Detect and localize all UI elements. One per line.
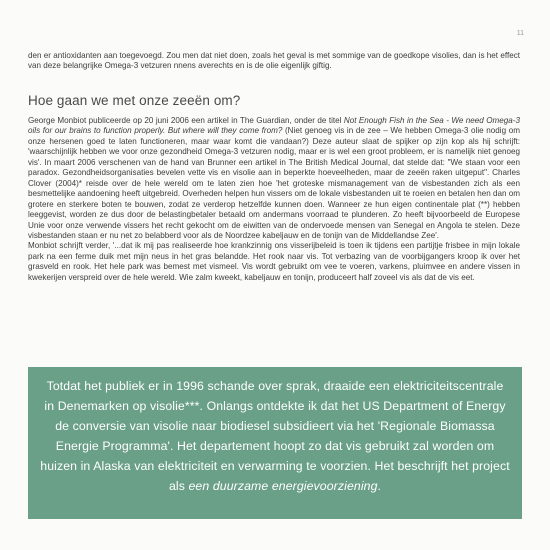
article-body bbox=[28, 116, 520, 283]
callout-text bbox=[40, 376, 510, 496]
article-title: Not Enough Fish in the Sea - We need Omega-3 oils for our brains to function properly. But where will they come from? bbox=[28, 116, 520, 136]
section-heading: Hoe gaan we met onze zeeën om? bbox=[28, 93, 241, 108]
callout-emphasis: een duurzame energievoorziening bbox=[188, 479, 378, 493]
callout-box bbox=[28, 367, 522, 519]
body-paragraph-2: Monbiot schrijft verder, '...dat ik mij pas realiseerde hoe krankzinnig ons visserijbeleid is toen ik tijdens een partijtje frisbee in mijn lokale park na een ferme duik met mijn neus in het gras belandde. Het rook naar vis. Tot verbazing van de voorbijgangers kroop ik over het grasveld en rook. Het hele park was bemest met vismeel. Vis wordt gebruikt om vee te voeren, varkens, pluimvee en andere vissen in kwekerijen verspreid over de hele wereld. Wie zalm kweekt, kabeljauw en tonijn, produceert half zoveel vis als dat de vis eet. bbox=[28, 241, 520, 282]
callout-text-end: . bbox=[377, 479, 382, 493]
body-paragraph-1 bbox=[28, 116, 520, 241]
body-paragraph-1-rest: (Niet genoeg vis in de zee – We hebben Omega-3 olie nodig om onze hersenen goed te laten functioneren, maar waar komt die vandaan?) Deze auteur slaat de spijker op zijn kop als hij schrijft: 'waarschijnlijk hebben we voor onze gezondheid Omega-3 vetzuren nodig, maar er is wel een groot probleem, er is namelijk niet genoeg vis'. In maart 2006 verschenen van de hand van Brunner een artikel in The British Medical Journal, dat stelde dat: "We staan voor een paradox. Gezondheidsorganisaties bevelen vette vis en visolie aan in beperkte hoeveelheden, maar de zeeën raken uitgeput". Charles Clover (2004)* reisde over de hele wereld om te laten zien hoe 'het groteske mismanagement van de visbestanden zich als een besmettelijke aandoening heeft uitgebreid. Overheden helpen hun vissers om de lokale visbestanden uit te roeien en betalen hen dan om grotere en sterkere boten te bouwen, zodat ze verderop hetzelfde kunnen doen. Wanneer ze hun eigen continentale plat (**) hebben leeggevist, worden ze dus door de belastingbetaler betaald om andermans voorraad te plunderen. Zo heeft bijvoorbeeld de Europese Unie voor onze verwende vissers het recht gekocht om de eiwitten van de ondervoede mensen van Senegal en Angola te stelen. Deze visbestanden staan er nu net zo belabberd voor als de Noordzee kabeljauw en de tonijn van de Middellandse Zee'. bbox=[28, 126, 520, 240]
page-number: 11 bbox=[516, 30, 524, 37]
body-paragraph-1-lead: George Monbiot publiceerde op 20 juni 2006 een artikel in The Guardian, onder de titel bbox=[28, 116, 344, 125]
intro-paragraph: den er antioxidanten aan toegevoegd. Zou men dat niet doen, zoals het geval is met sommige van de goedkope visolies, dan is het effect van deze belangrijke Omega-3 vetzuren nnens averechts en is de olie eigenlijk giftig. bbox=[28, 51, 520, 71]
callout-text-lead: Totdat het publiek er in 1996 schande over sprak, draaide een elektriciteitscentrale in Denemarken op visolie***. Onlangs ontdekte ik dat het US Department of Energy de conversie van visolie naar biodiesel subsidieert via het 'Regionale Biomassa Energie Programma'. Het departement hoopt zo dat vis gebruikt zal worden om huizen in Alaska van elektriciteit en verwarming te voorzien. Het beschrijft het project als bbox=[40, 379, 510, 493]
